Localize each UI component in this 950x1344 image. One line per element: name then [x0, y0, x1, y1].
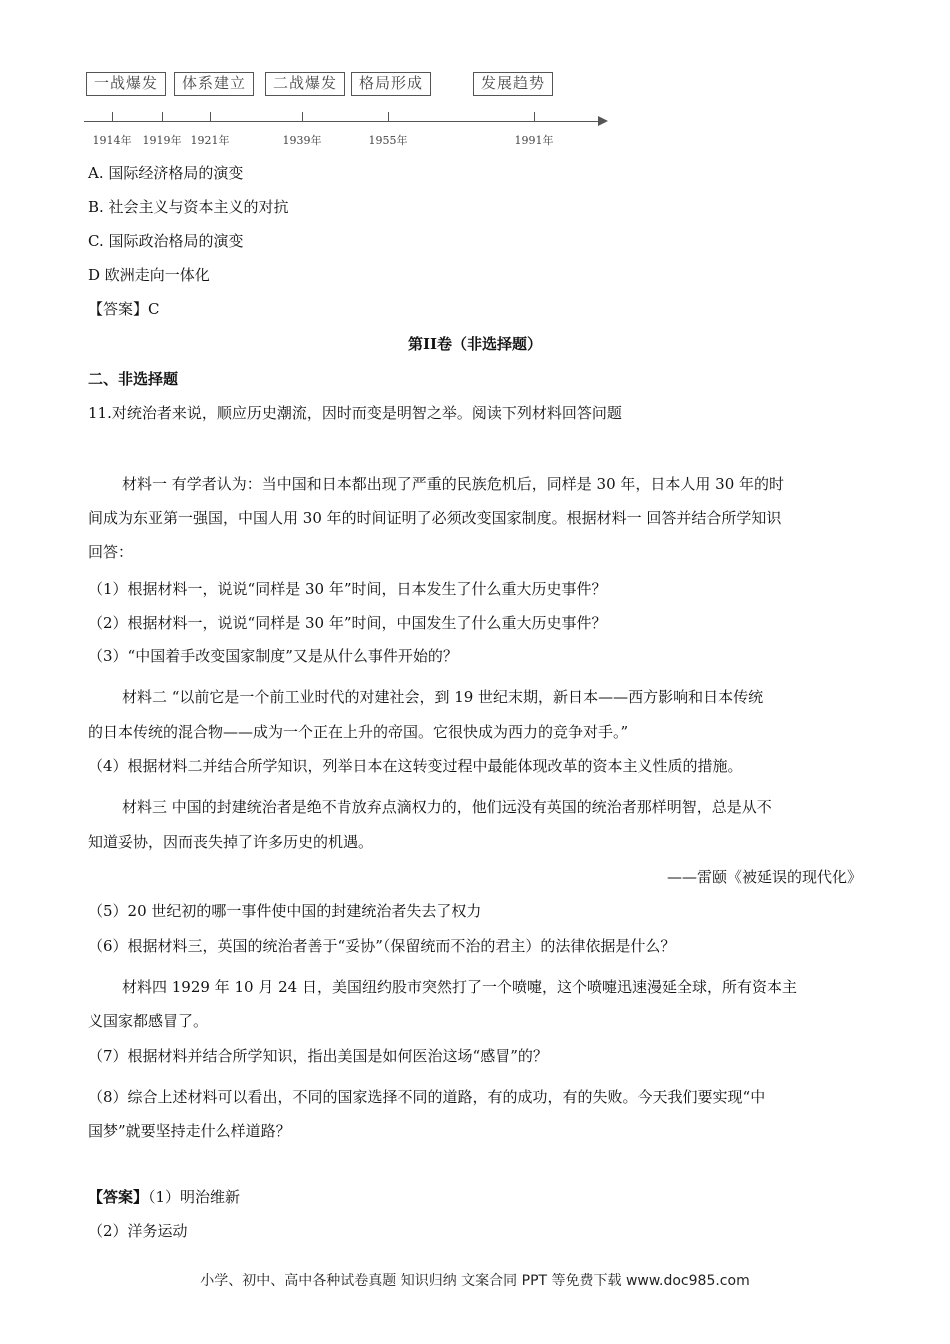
question-6: （6）根据材料三，英国的统治者善于“妥协”（保留统而不治的君主）的法律依据是什么？ [88, 937, 676, 955]
timeline-tick [534, 112, 535, 121]
timeline-tick [210, 112, 211, 121]
timeline-year: 1991年 [514, 134, 554, 147]
timeline-tick [302, 112, 303, 121]
material-3-source: ——雷颐《被延误的现代化》 [666, 868, 862, 886]
timeline-axis [84, 121, 602, 122]
question-8: （8）综合上述材料可以看出，不同的国家选择不同的道路，有的成功，有的失败。今天我们要实现“中 [88, 1088, 766, 1106]
answer-1: （1）明治维新 [148, 1188, 241, 1206]
timeline-label-system: 体系建立 [174, 72, 254, 96]
material-1-line: 间成为东亚第一强国，中国人用 30 年的时间证明了必须改变国家制度。根据材料一 回答并结合所学知识 [88, 509, 782, 527]
material-1-line: 回答： [88, 543, 134, 561]
timeline-label-pattern: 格局形成 [351, 72, 431, 96]
question-2: （2）根据材料一，说说“同样是 30 年”时间，中国发生了什么重大历史事件？ [88, 614, 607, 632]
question-4: （4）根据材料二并结合所学知识，列举日本在这转变过程中最能体现改革的资本主义性质的措施。 [88, 757, 743, 775]
answer-q11 [88, 1186, 240, 1207]
timeline-label-trend: 发展趋势 [473, 72, 553, 96]
question-5: （5）20 世纪初的哪一事件使中国的封建统治者失去了权力 [88, 902, 482, 920]
question-7: （7）根据材料并结合所学知识，指出美国是如何医治这场“感冒”的？ [88, 1047, 548, 1065]
material-1-line: 材料一 有学者认为：当中国和日本都出现了严重的民族危机后，同样是 30 年，日本人用 30 年的时 [122, 475, 785, 493]
timeline-year: 1921年 [190, 134, 230, 147]
material-4-line: 材料四 1929 年 10 月 24 日，美国纽约股市突然打了一个喷嚏，这个喷嚏迅速漫延全球，所有资本主 [122, 978, 797, 996]
section-heading: 二、非选择题 [88, 370, 179, 388]
timeline-arrow-icon [598, 116, 608, 126]
material-2-line: 的日本传统的混合物——成为一个正在上升的帝国。它很快成为西力的竞争对手。” [88, 723, 629, 741]
timeline-year: 1914年 [92, 134, 132, 147]
timeline-tick [112, 112, 113, 121]
answer-label: 【答案】 [88, 1188, 149, 1206]
page-footer: 小学、初中、高中各种试卷真题 知识归纳 文案合同 PPT 等免费下载 www.doc985.com [200, 1273, 750, 1289]
timeline-year: 1919年 [142, 134, 182, 147]
material-3-line: 材料三 中国的封建统治者是绝不肯放弃点滴权力的，他们远没有英国的统治者那样明智，总是从不 [122, 798, 772, 816]
q11-stem: 11.对统治者来说，顺应历史潮流，因时而变是明智之举。阅读下列材料回答问题 [88, 404, 622, 422]
section-title: 第II卷（非选择题） [407, 335, 543, 353]
timeline-tick [388, 112, 389, 121]
option-c: C. 国际政治格局的演变 [88, 232, 244, 250]
question-8: 国梦”就要坚持走什么样道路？ [88, 1122, 291, 1140]
question-3: （3）“中国着手改变国家制度”又是从什么事件开始的？ [88, 647, 458, 665]
timeline-label-ww1: 一战爆发 [86, 72, 166, 96]
timeline-figure [84, 66, 614, 156]
option-d: D 欧洲走向一体化 [88, 266, 210, 284]
timeline-label-ww2: 二战爆发 [265, 72, 345, 96]
answer-q10: 【答案】C [88, 300, 160, 318]
material-3-line: 知道妥协，因而丧失掉了许多历史的机遇。 [88, 833, 374, 851]
answer-2: （2）洋务运动 [88, 1222, 188, 1240]
material-2-line: 材料二 “以前它是一个前工业时代的对建社会，到 19 世纪末期，新日本——西方影响和日本传统 [122, 688, 764, 706]
timeline-tick [162, 112, 163, 121]
timeline-year: 1955年 [368, 134, 408, 147]
option-a: A. 国际经济格局的演变 [88, 164, 244, 182]
material-4-line: 义国家都感冒了。 [88, 1012, 209, 1030]
question-1: （1）根据材料一，说说“同样是 30 年”时间，日本发生了什么重大历史事件？ [88, 580, 607, 598]
timeline-year: 1939年 [282, 134, 322, 147]
option-b: B. 社会主义与资本主义的对抗 [88, 198, 289, 216]
